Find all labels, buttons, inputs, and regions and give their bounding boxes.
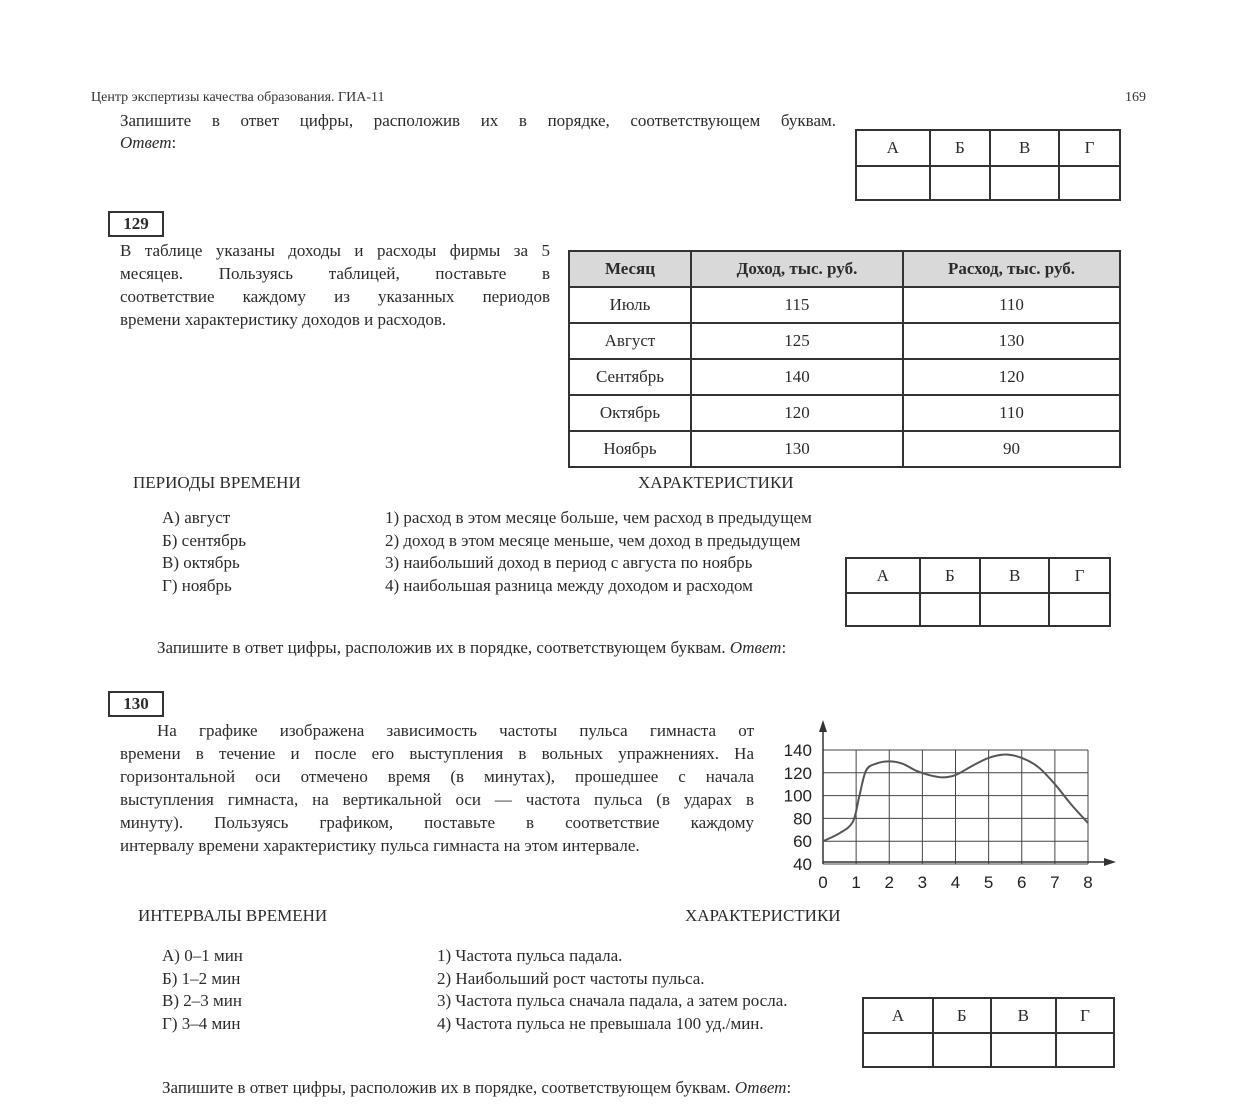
answer-letter-cell: Г xyxy=(1059,130,1120,166)
chart-axes xyxy=(819,720,1116,866)
task129-answer-table xyxy=(845,557,1111,627)
characteristic-item: 3) Частота пульса сначала падала, а затем росла. xyxy=(437,991,788,1010)
table-cell: Октябрь xyxy=(569,395,691,431)
interval-item: Г) 3–4 мин xyxy=(162,1014,241,1033)
income-expense-table xyxy=(568,250,1121,468)
table-header: Расход, тыс. руб. xyxy=(903,251,1120,287)
characteristic-item: 3) наибольший доход в период с августа по ноябрь xyxy=(385,553,753,572)
answer-input-cell[interactable] xyxy=(920,593,981,626)
task130-answer-table xyxy=(862,997,1115,1068)
answer-letter-cell: А xyxy=(856,130,930,166)
prev-answer-line: Ответ: xyxy=(120,133,177,152)
characteristic-item: 4) Частота пульса не превышала 100 уд./мин. xyxy=(437,1014,764,1033)
description-line: В таблице указаны доходы и расходы фирмы за 5 xyxy=(120,241,550,260)
description-line: горизонтальной оси отмечено время (в минутах), прошедшее с начала xyxy=(120,767,754,786)
task129-answer-label: Ответ xyxy=(729,638,782,657)
answer-letter-cell: В xyxy=(990,130,1059,166)
task-number-130: 130 xyxy=(108,691,164,717)
table-row xyxy=(569,395,1120,431)
description-line: времени характеристику доходов и расходов. xyxy=(120,310,447,329)
prev-instruction: Запишите в ответ цифры, расположив их в порядке, соответствующем буквам. xyxy=(120,111,836,130)
answer-input-cell[interactable] xyxy=(930,166,991,200)
characteristics-heading: ХАРАКТЕРИСТИКИ xyxy=(638,473,794,492)
description-line: интервалу времени характеристику пульса гимнаста на этом интервале. xyxy=(120,836,640,855)
chart-grid xyxy=(823,750,1088,864)
answer-letter-cell: А xyxy=(846,558,920,593)
period-item: А) август xyxy=(162,508,231,527)
table-cell: 130 xyxy=(691,431,903,467)
answer-letter-cell: Г xyxy=(1049,558,1110,593)
intervals-heading: ИНТЕРВАЛЫ ВРЕМЕНИ xyxy=(138,906,328,925)
x-tick-label: 6 xyxy=(1017,873,1027,892)
table-row xyxy=(569,287,1120,323)
task130-instruction: Запишите в ответ цифры, расположив их в порядке, соответствующем буквам. xyxy=(162,1078,731,1097)
x-tick-label: 5 xyxy=(983,873,994,892)
description-line: соответствие каждому из указанных периодов xyxy=(120,287,550,306)
table-row xyxy=(569,323,1120,359)
task129-instruction: Запишите в ответ цифры, расположив их в порядке, соответствующем буквам. xyxy=(157,638,726,657)
x-tick-label: 1 xyxy=(851,873,861,892)
task129-description xyxy=(120,239,550,331)
x-tick-label: 7 xyxy=(1050,873,1060,892)
pulse-chart xyxy=(760,712,1130,902)
answer-letter-cell: В xyxy=(991,998,1056,1033)
characteristics-heading: ХАРАКТЕРИСТИКИ xyxy=(685,906,841,925)
table-cell: 115 xyxy=(691,287,903,323)
answer-input-cell[interactable] xyxy=(1059,166,1120,200)
answer-letter-cell: Б xyxy=(930,130,991,166)
prev-answer-label: Ответ xyxy=(120,133,172,152)
task129-instruction-line: Запишите в ответ цифры, расположив их в порядке, соответствующем буквам. Ответ: xyxy=(157,638,787,657)
table-cell: 120 xyxy=(691,395,903,431)
interval-item: Б) 1–2 мин xyxy=(162,969,241,988)
y-tick-label: 40 xyxy=(793,855,812,874)
period-item: В) октябрь xyxy=(162,553,240,572)
table-header: Месяц xyxy=(569,251,691,287)
answer-input-cell[interactable] xyxy=(991,1033,1056,1067)
x-tick-label: 8 xyxy=(1083,873,1093,892)
interval-item: А) 0–1 мин xyxy=(162,946,243,965)
answer-input-cell[interactable] xyxy=(863,1033,933,1067)
x-tick-label: 3 xyxy=(917,873,928,892)
y-tick-label: 100 xyxy=(783,786,812,806)
characteristic-item: 2) Наибольший рост частоты пульса. xyxy=(437,969,705,988)
y-tick-label: 140 xyxy=(783,741,812,760)
description-line: минуту). Пользуясь графиком, поставьте в соответствие каждому xyxy=(120,813,754,832)
page-number: 169 xyxy=(1125,90,1146,105)
characteristic-item: 2) доход в этом месяце меньше, чем доход в предыдущем xyxy=(385,531,801,550)
prev-answer-table xyxy=(855,129,1121,201)
running-header: Центр экспертизы качества образования. ГИА-11 xyxy=(91,90,385,105)
table-row xyxy=(569,431,1120,467)
answer-input-cell[interactable] xyxy=(1049,593,1110,626)
y-tick-label: 80 xyxy=(793,809,812,829)
chart-tick-labels xyxy=(784,741,1093,892)
task-number-129: 129 xyxy=(108,211,164,237)
description-line: времени в течение и после его выступления в вольных упражнениях. На xyxy=(120,744,754,763)
table-cell: 110 xyxy=(903,287,1120,323)
answer-input-cell[interactable] xyxy=(1056,1033,1114,1067)
answer-input-cell[interactable] xyxy=(846,593,920,626)
task130-description xyxy=(120,719,754,857)
table-cell: 120 xyxy=(903,359,1120,395)
answer-letter-cell: В xyxy=(980,558,1049,593)
periods-heading: ПЕРИОДЫ ВРЕМЕНИ xyxy=(133,473,301,492)
task130-answer-label: Ответ xyxy=(734,1078,787,1097)
table-cell: Август xyxy=(569,323,691,359)
x-axis-arrow-icon xyxy=(1104,858,1116,866)
answer-input-cell[interactable] xyxy=(990,166,1059,200)
table-cell: 90 xyxy=(903,431,1120,467)
table-cell: Ноябрь xyxy=(569,431,691,467)
description-line: выступления гимнаста, на вертикальной оси — частота пульса (в ударах в xyxy=(120,790,754,809)
answer-letter-cell: А xyxy=(863,998,933,1033)
answer-input-cell[interactable] xyxy=(856,166,930,200)
period-item: Б) сентябрь xyxy=(162,531,246,550)
answer-letter-cell: Б xyxy=(920,558,981,593)
table-cell: Сентябрь xyxy=(569,359,691,395)
task130-instruction-line: Запишите в ответ цифры, расположив их в порядке, соответствующем буквам. Ответ: xyxy=(162,1078,792,1097)
table-cell: 130 xyxy=(903,323,1120,359)
characteristic-item: 1) Частота пульса падала. xyxy=(437,946,623,965)
x-tick-label: 4 xyxy=(950,873,961,892)
interval-item: В) 2–3 мин xyxy=(162,991,242,1010)
table-header: Доход, тыс. руб. xyxy=(691,251,903,287)
table-cell: 125 xyxy=(691,323,903,359)
answer-input-cell[interactable] xyxy=(980,593,1049,626)
y-axis-arrow-icon xyxy=(819,720,827,732)
y-tick-label: 120 xyxy=(783,763,812,783)
table-row xyxy=(569,359,1120,395)
description-line: На графике изображена зависимость частоты пульса гимнаста от xyxy=(157,721,754,740)
x-tick-label: 0 xyxy=(818,873,828,892)
answer-letter-cell: Г xyxy=(1056,998,1114,1033)
description-line: месяцев. Пользуясь таблицей, поставьте в xyxy=(120,264,550,283)
y-tick-label: 60 xyxy=(793,832,812,852)
table-cell: Июль xyxy=(569,287,691,323)
period-item: Г) ноябрь xyxy=(162,576,232,595)
characteristic-item: 1) расход в этом месяце больше, чем расход в предыдущем xyxy=(385,508,812,527)
x-tick-label: 2 xyxy=(884,873,894,892)
answer-letter-cell: Б xyxy=(933,998,991,1033)
characteristic-item: 4) наибольшая разница между доходом и расходом xyxy=(385,576,753,595)
table-cell: 140 xyxy=(691,359,903,395)
answer-input-cell[interactable] xyxy=(933,1033,991,1067)
table-cell: 110 xyxy=(903,395,1120,431)
